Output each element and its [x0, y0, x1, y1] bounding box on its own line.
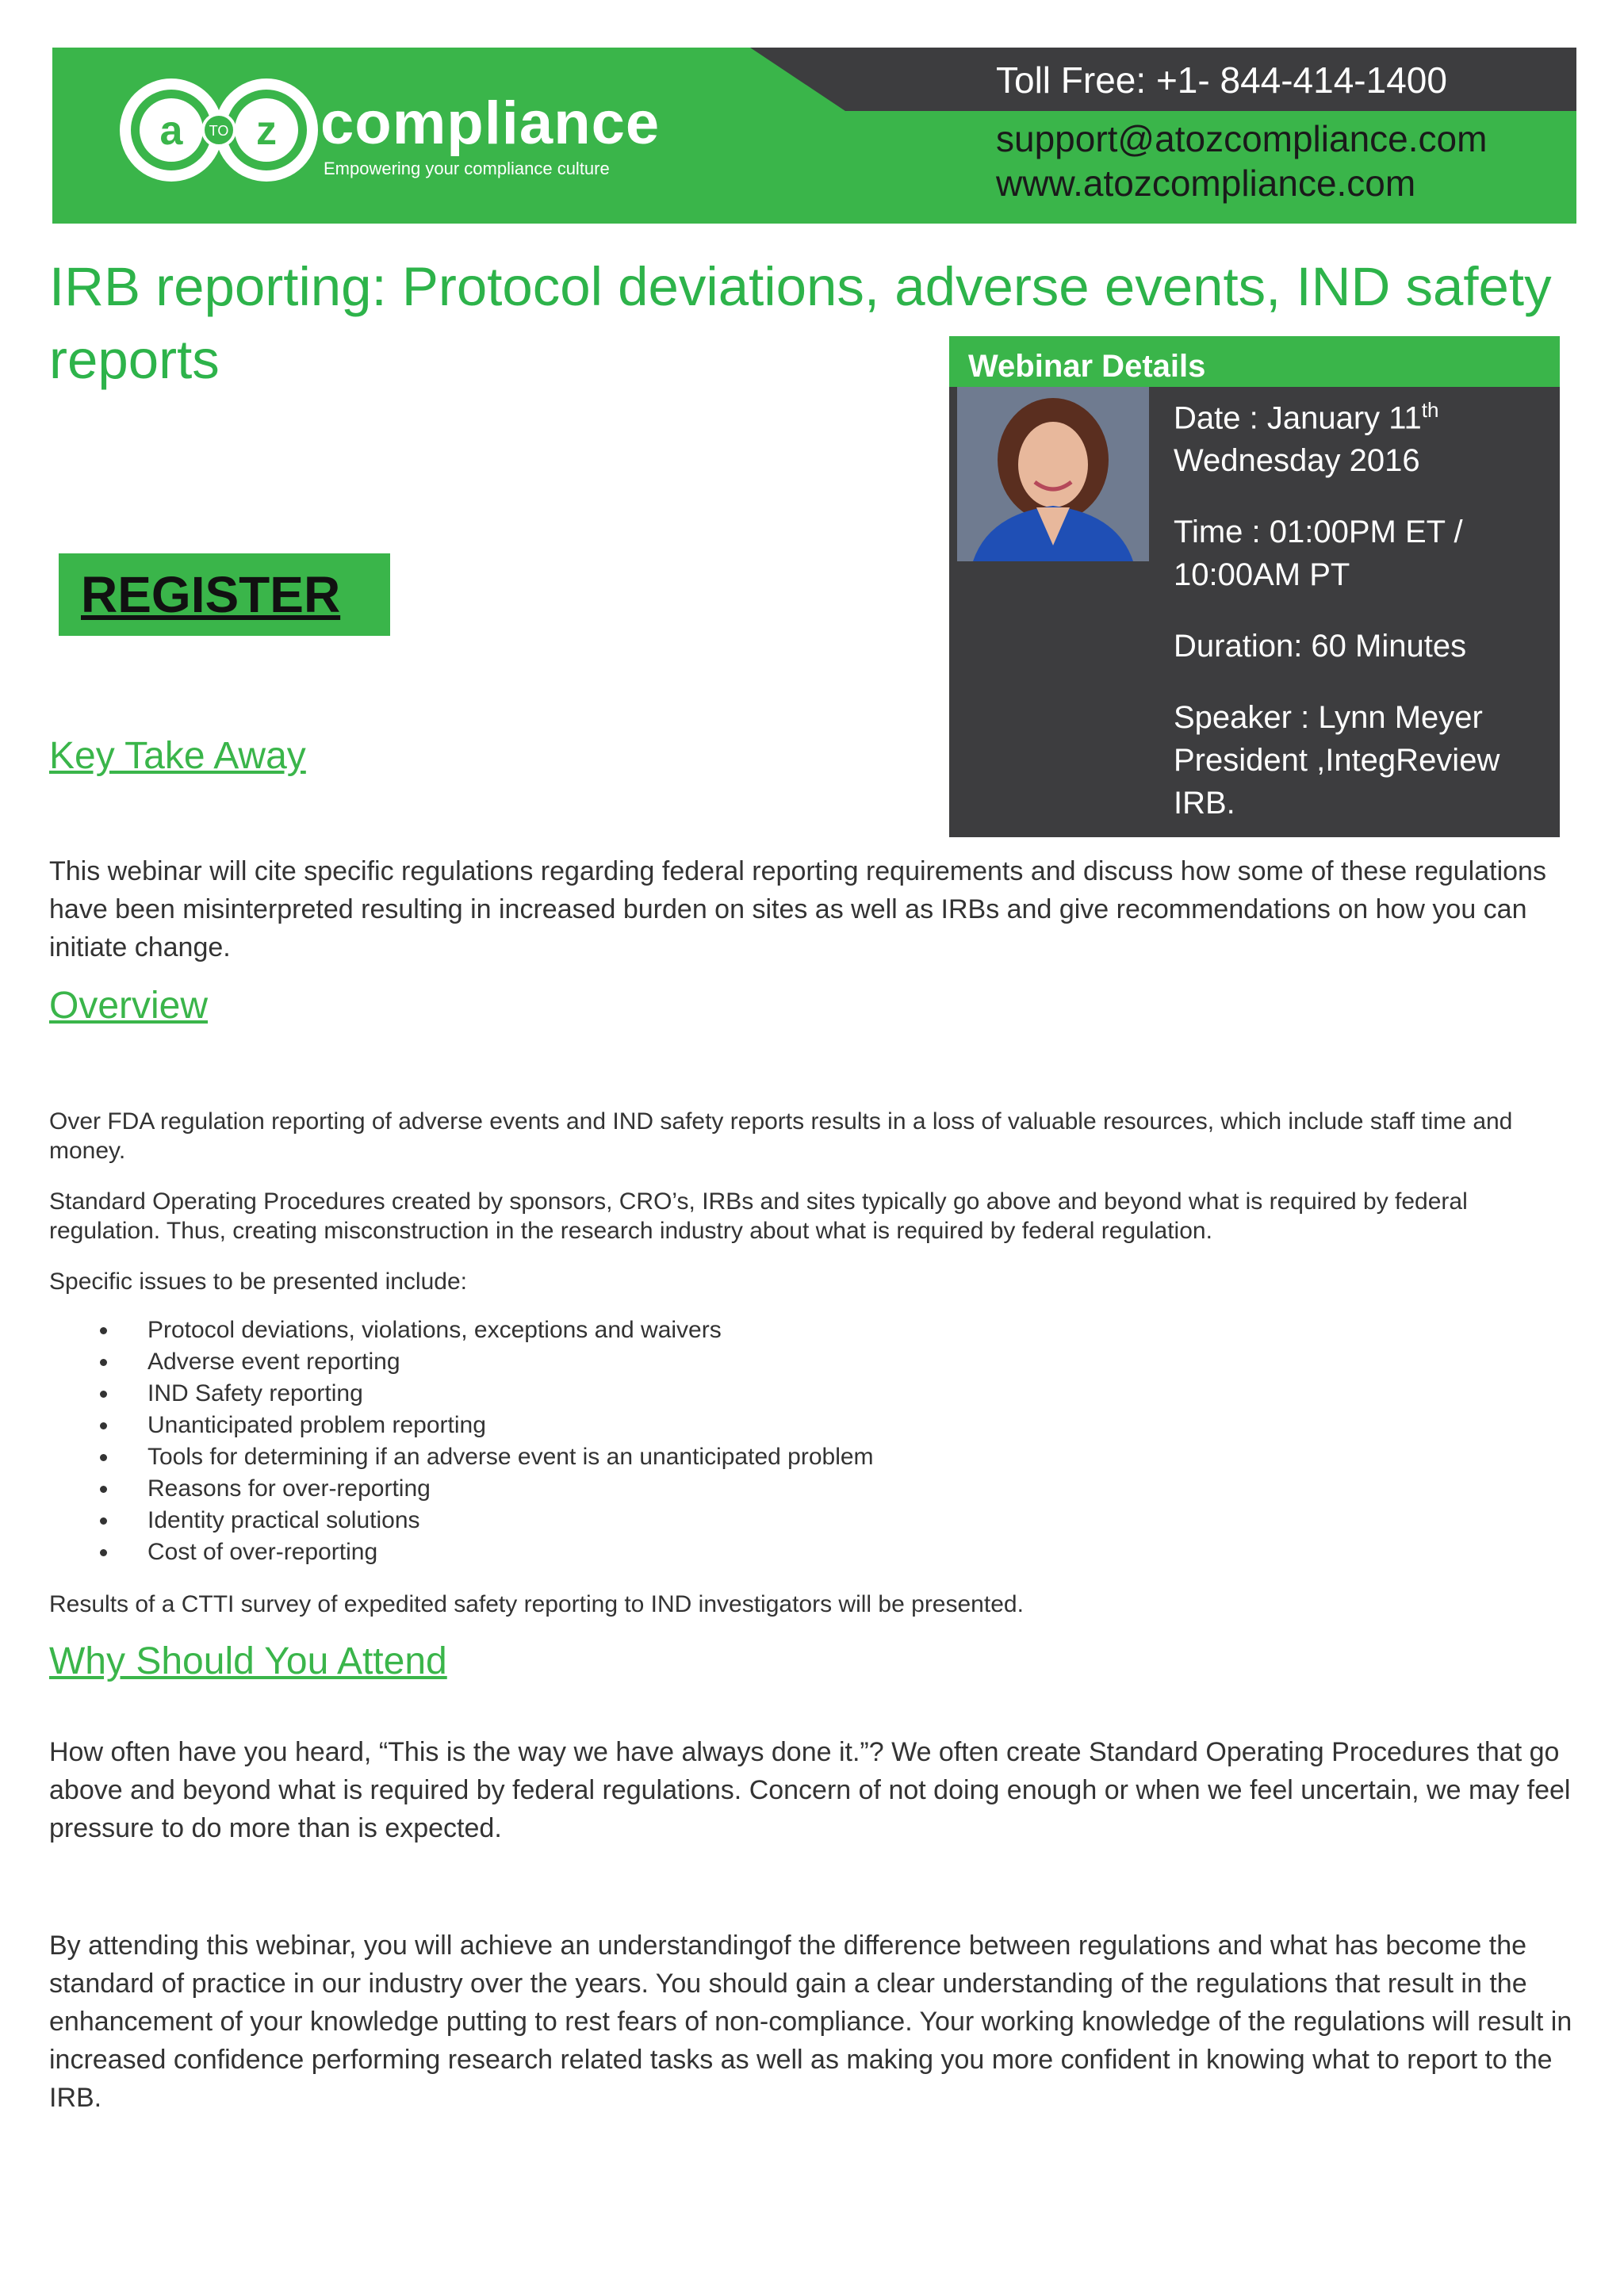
list-item: Identity practical solutions — [49, 1505, 874, 1536]
svg-text:a: a — [159, 108, 183, 154]
list-item: Adverse event reporting — [49, 1346, 874, 1378]
overview-paragraph-3: Specific issues to be presented include: — [49, 1269, 467, 1295]
issues-list — [49, 1314, 874, 1568]
list-item: Reasons for over-reporting — [49, 1473, 874, 1505]
webinar-time: Time : 01:00PM ET / 10:00AM PT — [1174, 515, 1463, 593]
website-link[interactable]: www.atozcompliance.com — [996, 163, 1416, 204]
logo-wordmark: compliance — [320, 90, 661, 157]
webinar-details-text — [1174, 388, 1546, 853]
webinar-speaker: Speaker : Lynn Meyer President ,IntegReview IRB. — [1174, 700, 1500, 821]
list-item: Cost of over-reporting — [49, 1536, 874, 1568]
list-item: Unanticipated problem reporting — [49, 1410, 874, 1441]
toll-free-number: Toll Free: +1- 844-414-1400 — [996, 59, 1447, 101]
support-email[interactable]: support@atozcompliance.com — [996, 118, 1488, 159]
list-item: Protocol deviations, violations, exceptions and waivers — [49, 1314, 874, 1346]
overview-paragraph-1: Over FDA regulation reporting of adverse events and IND safety reports results in a loss of valuable resources, which include staff time and money. — [49, 1108, 1513, 1164]
logo-tagline: Empowering your compliance culture — [324, 159, 610, 178]
svg-text:z: z — [256, 108, 277, 154]
atoz-logo-icon — [116, 75, 322, 186]
overview-paragraph-4: Results of a CTTI survey of expedited safety reporting to IND investigators will be presented. — [49, 1591, 1024, 1617]
list-item: IND Safety reporting — [49, 1378, 874, 1410]
key-takeaway-text: This webinar will cite specific regulations regarding federal reporting requirements and discuss how some of these regulations have been misinterpreted resulting in increased burden on sites as well as IRBs and give recommendations on how you can initiate change. — [49, 856, 1546, 962]
register-button[interactable]: REGISTER — [59, 553, 390, 636]
why-attend-paragraph-2: By attending this webinar, you will achieve an understandingof the difference between regulations and what has become the standard of practice in our industry over the years. You should gain a clear understanding of the regulations that result in the enhancement of your knowledge putting to rest fears of non-compliance. Your working knowledge of the regulations will result in increased confidence performing research related tasks as well as making you more confident in knowing what to report to the IRB. — [49, 1931, 1572, 2113]
list-item: Tools for determining if an adverse event is an unanticipated problem — [49, 1441, 874, 1473]
webinar-duration: Duration: 60 Minutes — [1174, 629, 1467, 664]
webinar-date: Date : January 11th Wednesday 2016 — [1174, 398, 1439, 479]
webinar-details-panel — [949, 336, 1560, 837]
why-attend-heading[interactable]: Why Should You Attend — [49, 1640, 447, 1682]
header-banner — [52, 48, 1576, 224]
speaker-photo — [957, 387, 1149, 561]
overview-paragraph-2: Standard Operating Procedures created by sponsors, CRO’s, IRBs and sites typically go above and beyond what is required by federal regulation. Thus, creating misconstruction in the research industry about what is required by federal regulation. — [49, 1188, 1468, 1244]
overview-heading[interactable]: Overview — [49, 985, 209, 1027]
page-title: IRB reporting: Protocol deviations, adverse events, IND safety reports — [49, 256, 1552, 390]
webinar-details-heading: Webinar Details — [949, 336, 1560, 387]
why-attend-paragraph-1: How often have you heard, “This is the way we have always done it.”? We often create Standard Operating Procedures that go above and beyond what is required by federal regulations. Concern of not doing enough or when we feel uncertain, we may feel pressure to do more than is expected. — [49, 1737, 1571, 1843]
svg-text:TO: TO — [209, 123, 229, 139]
key-takeaway-heading[interactable]: Key Take Away — [49, 735, 306, 777]
